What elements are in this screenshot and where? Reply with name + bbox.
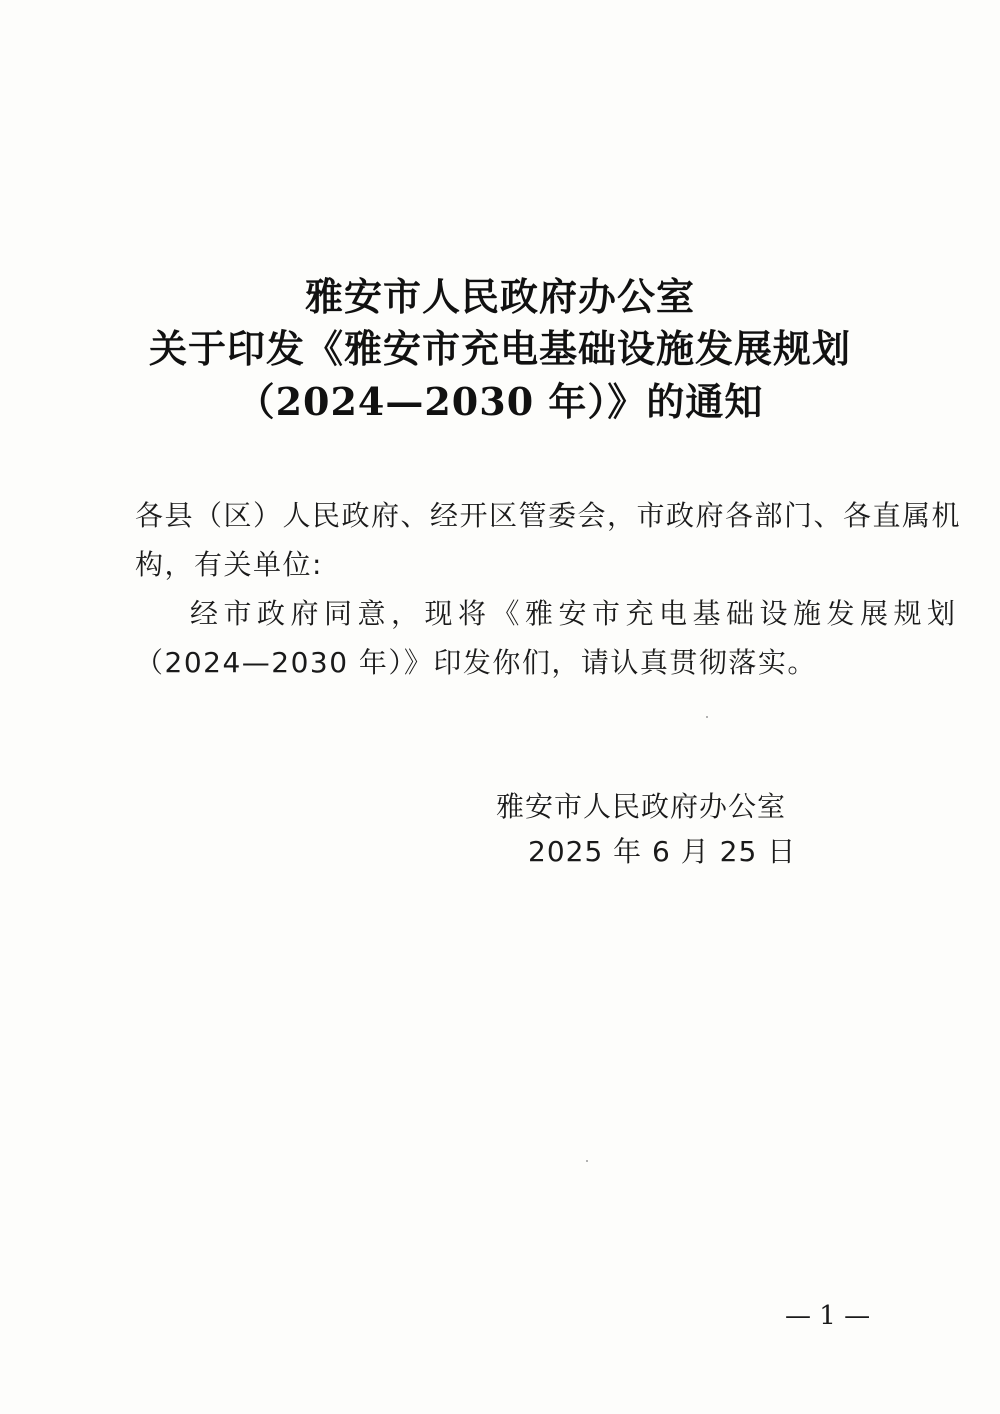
notice-body-line-2: （2024—2030 年）》印发你们，请认真贯彻落实。	[135, 646, 817, 679]
addressee-line-1: 各县（区）人民政府、经开区管委会，市政府各部门、各直属机	[135, 499, 962, 532]
page-number: — 1 —	[785, 1301, 871, 1331]
signature-date: 2025 年 6 月 25 日	[528, 835, 797, 868]
title-line-2: 关于印发《雅安市充电基础设施发展规划	[148, 326, 851, 371]
signature-organization: 雅安市人民政府办公室	[496, 790, 787, 823]
addressee-line-2: 构，有关单位:	[135, 548, 323, 581]
notice-body-line-1: 经市政府同意，现将《雅安市充电基础设施发展规划	[190, 597, 961, 630]
scan-speck	[706, 716, 708, 718]
title-line-1: 雅安市人民政府办公室	[304, 274, 695, 319]
scan-speck	[586, 1160, 588, 1162]
title-line-3: （2024—2030 年）》的通知	[236, 379, 764, 424]
